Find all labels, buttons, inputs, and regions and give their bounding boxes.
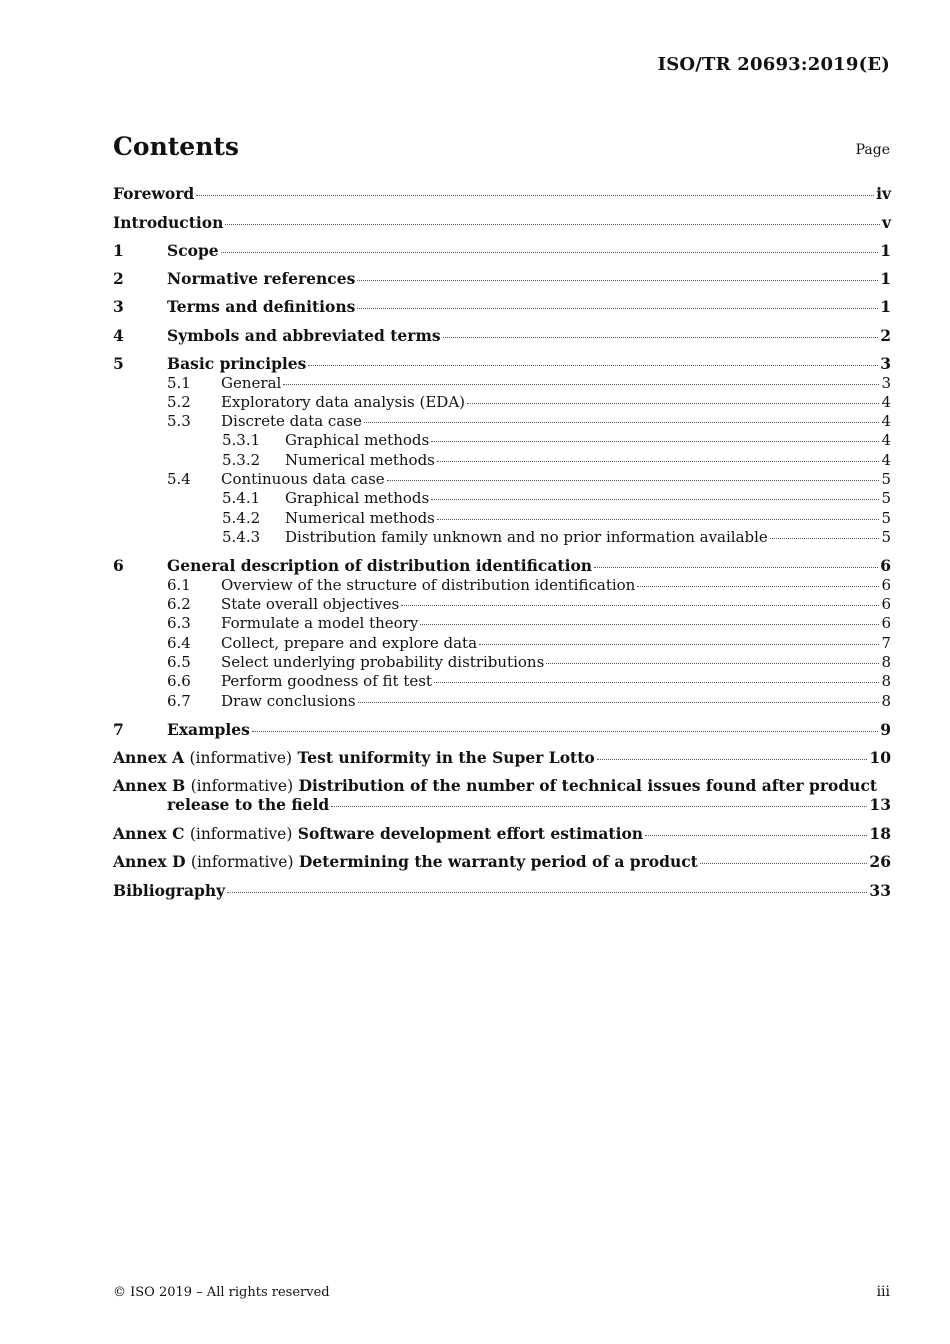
toc-entry-title: Examples [167, 719, 250, 739]
toc-entry-title: Graphical methods [285, 431, 430, 450]
toc-entry-number: 6.7 [167, 691, 191, 710]
leader-dots [637, 586, 879, 587]
toc-entry-page: iv [876, 184, 891, 203]
annex-title: Test uniformity in the Super Lotto [297, 748, 595, 768]
toc-entry-page: 1 [880, 240, 891, 260]
leader-dots [479, 644, 879, 645]
toc-entry-number: 5.4.1 [222, 489, 261, 508]
toc-entry-page: 4 [881, 450, 891, 469]
toc-entry-title: Basic principles [167, 354, 307, 374]
annex-title: Distribution of the number of technical issues found after product [298, 776, 878, 796]
toc-entry-5-3-1[interactable] [113, 431, 891, 450]
toc-entry-symbols[interactable] [113, 326, 891, 354]
toc-entry-annex-a[interactable] [113, 748, 891, 776]
toc-entry-page: 8 [881, 672, 891, 691]
toc-entry-number: 6.3 [167, 614, 191, 633]
leader-dots [437, 519, 880, 520]
toc-entry-title: Formulate a model theory [221, 614, 419, 633]
annex-title: Software development effort estimation [297, 823, 644, 843]
toc-entry-number: 7 [113, 719, 124, 739]
toc-entry-5-4[interactable] [113, 470, 891, 489]
toc-entry-title: Foreword [113, 184, 195, 203]
leader-dots [437, 461, 880, 462]
toc-entry-page: 5 [881, 489, 891, 508]
toc-entry-title: Overview of the structure of distribution identification [221, 575, 636, 594]
toc-entry-title: Continuous data case [221, 470, 385, 489]
toc-entry-scope[interactable] [113, 241, 891, 269]
toc-entry-number: 5.1 [167, 373, 191, 392]
toc-entry-number: 5.2 [167, 392, 191, 411]
toc-entry-normative-references[interactable] [113, 269, 891, 297]
toc-entry-title: Graphical methods [285, 489, 430, 508]
leader-dots [443, 337, 879, 338]
leader-dots [227, 892, 867, 893]
toc-entry-title: Perform goodness of fit test [221, 672, 432, 691]
toc-entry-page: 33 [869, 880, 891, 900]
annex-label: Annex A [113, 748, 185, 768]
toc-entry-page: 13 [869, 795, 891, 815]
toc-entry-page: 6 [881, 595, 891, 614]
toc-entry-title: General [221, 373, 282, 392]
toc-entry-page: 26 [869, 852, 891, 872]
toc-entry-title: Symbols and abbreviated terms [167, 325, 441, 345]
toc-entry-number: 5.4.2 [222, 508, 261, 527]
toc-entry-page: 4 [881, 412, 891, 431]
toc-entry-5-4-2[interactable] [113, 509, 891, 528]
toc-entry-title: Scope [167, 240, 219, 260]
leader-dots [252, 731, 878, 732]
toc-entry-title: State overall objectives [221, 595, 400, 614]
toc-entry-5-3[interactable] [113, 412, 891, 431]
annex-type: (informative) [190, 777, 294, 796]
page-title: Contents [113, 132, 240, 161]
toc-entry-number: 6.5 [167, 652, 191, 671]
toc-entry-5-4-3[interactable] [113, 528, 891, 547]
toc-entry-number: 5 [113, 354, 124, 374]
annex-title: Determining the warranty period of a product [298, 852, 698, 872]
annex-title-line-1 [113, 776, 891, 795]
toc-entry-title: Terms and definitions [167, 297, 356, 317]
toc-entry-page: 8 [881, 691, 891, 710]
leader-dots [331, 806, 867, 807]
toc-entry-number: 5.3.2 [222, 450, 261, 469]
toc-entry-number: 6.1 [167, 575, 191, 594]
annex-label: Annex C [113, 823, 185, 843]
toc-entry-title: Select underlying probability distributions [221, 652, 545, 671]
toc-entry-number: 5.3.1 [222, 431, 261, 450]
annex-label: Annex D [113, 852, 186, 872]
leader-dots [645, 835, 867, 836]
toc-entry-5-3-2[interactable] [113, 451, 891, 470]
toc-entry-title [113, 852, 698, 871]
toc-entry-title: Normative references [167, 269, 356, 289]
leader-dots [221, 252, 879, 253]
toc-entry-6-4[interactable] [113, 634, 891, 653]
toc-entry-foreword[interactable] [113, 184, 891, 213]
toc-entry-title: Numerical methods [285, 508, 435, 527]
toc-entry-page: 7 [881, 633, 891, 652]
toc-entry-page: 4 [881, 431, 891, 450]
toc-entry-basic-principles[interactable] [113, 354, 891, 374]
leader-dots [357, 308, 878, 309]
toc-entry-page: 1 [880, 297, 891, 317]
toc-entry-number: 5.4 [167, 470, 191, 489]
toc-entry-title: Exploratory data analysis (EDA) [221, 392, 465, 411]
toc-entry-general-description[interactable] [113, 556, 891, 576]
toc-entry-title: Discrete data case [221, 412, 362, 431]
toc-entry-number: 3 [113, 297, 124, 317]
toc-entry-page: 6 [881, 614, 891, 633]
toc-entry-page: 8 [881, 652, 891, 671]
toc-entry-number: 6 [113, 556, 124, 576]
toc-entry-page: 3 [881, 373, 891, 392]
toc-entry-number: 6.4 [167, 633, 191, 652]
toc-entry-6-6[interactable] [113, 672, 891, 691]
toc-entry-number: 6.6 [167, 672, 191, 691]
toc-entry-title [113, 824, 643, 843]
toc-entry-page: 6 [880, 556, 891, 576]
leader-dots [387, 480, 880, 481]
toc-entry-title: Distribution family unknown and no prior information available [285, 527, 768, 546]
toc-entry-page: 1 [880, 269, 891, 289]
leader-dots [700, 863, 868, 864]
leader-dots [401, 605, 879, 606]
toc-entry-title: General description of distribution identification [167, 556, 593, 576]
toc-entry-terms-and-definitions[interactable] [113, 297, 891, 325]
toc-entry-page: 10 [869, 748, 891, 768]
annex-title-line-2 [113, 795, 891, 814]
toc-entry-number: 2 [113, 269, 124, 289]
toc-entry-page: 3 [880, 354, 891, 374]
annex-type: (informative) [189, 824, 293, 843]
toc-entry-title: Draw conclusions [221, 691, 356, 710]
leader-dots [594, 567, 878, 568]
leader-dots [546, 663, 879, 664]
leader-dots [434, 682, 879, 683]
toc-entry-page: 5 [881, 470, 891, 489]
toc-entry-number: 1 [113, 240, 124, 260]
leader-dots [770, 538, 880, 539]
leader-dots [308, 365, 878, 366]
leader-dots [420, 624, 879, 625]
toc-entry-annex-c[interactable] [113, 824, 891, 852]
leader-dots [431, 499, 879, 500]
toc-entry-page: 18 [869, 823, 891, 843]
table-of-contents [113, 184, 891, 909]
toc-entry-page: 5 [881, 527, 891, 546]
toc-entry-6-2[interactable] [113, 595, 891, 614]
toc-entry-page: 2 [880, 325, 891, 345]
toc-entry-5-1[interactable] [113, 374, 891, 393]
leader-dots [357, 280, 878, 281]
leader-dots [225, 224, 880, 225]
page-number: iii [876, 1284, 890, 1300]
toc-entry-6-7[interactable] [113, 692, 891, 711]
leader-dots [467, 403, 879, 404]
annex-label: Annex B [113, 776, 186, 796]
toc-entry-6-3[interactable] [113, 614, 891, 633]
toc-entry-number: 5.4.3 [222, 527, 261, 546]
toc-entry-page: 9 [880, 719, 891, 739]
leader-dots [431, 441, 879, 442]
toc-entry-5-2[interactable] [113, 393, 891, 412]
toc-entry-number: 4 [113, 325, 124, 345]
toc-entry-6-1[interactable] [113, 576, 891, 595]
leader-dots [196, 195, 874, 196]
annex-title-continued: release to the field [167, 795, 330, 815]
leader-dots [358, 702, 880, 703]
toc-entry-6-5[interactable] [113, 653, 891, 672]
toc-entry-annex-d[interactable] [113, 852, 891, 880]
toc-entry-5-4-1[interactable] [113, 489, 891, 508]
toc-entry-page: 4 [881, 392, 891, 411]
leader-dots [283, 384, 879, 385]
annex-type: (informative) [189, 749, 293, 768]
toc-entry-page: 6 [881, 575, 891, 594]
toc-entry-examples[interactable] [113, 720, 891, 748]
annex-type: (informative) [190, 853, 294, 872]
toc-entry-number: 5.3 [167, 412, 191, 431]
toc-entry-page: 5 [881, 508, 891, 527]
toc-entry-title: Bibliography [113, 880, 226, 900]
toc-entry-title [113, 748, 595, 767]
copyright-notice: © ISO 2019 – All rights reserved [113, 1285, 330, 1300]
leader-dots [364, 422, 880, 423]
document-id: ISO/TR 20693:2019(E) [657, 54, 890, 75]
toc-entry-annex-b[interactable] [113, 776, 891, 824]
leader-dots [597, 759, 868, 760]
toc-entry-title: Collect, prepare and explore data [221, 633, 478, 652]
page-column-label: Page [855, 142, 890, 158]
toc-entry-title: Numerical methods [285, 450, 435, 469]
toc-entry-introduction[interactable] [113, 213, 891, 241]
toc-entry-title: Introduction [113, 212, 224, 232]
toc-entry-page: v [881, 212, 891, 232]
toc-entry-number: 6.2 [167, 595, 191, 614]
toc-entry-bibliography[interactable] [113, 881, 891, 909]
